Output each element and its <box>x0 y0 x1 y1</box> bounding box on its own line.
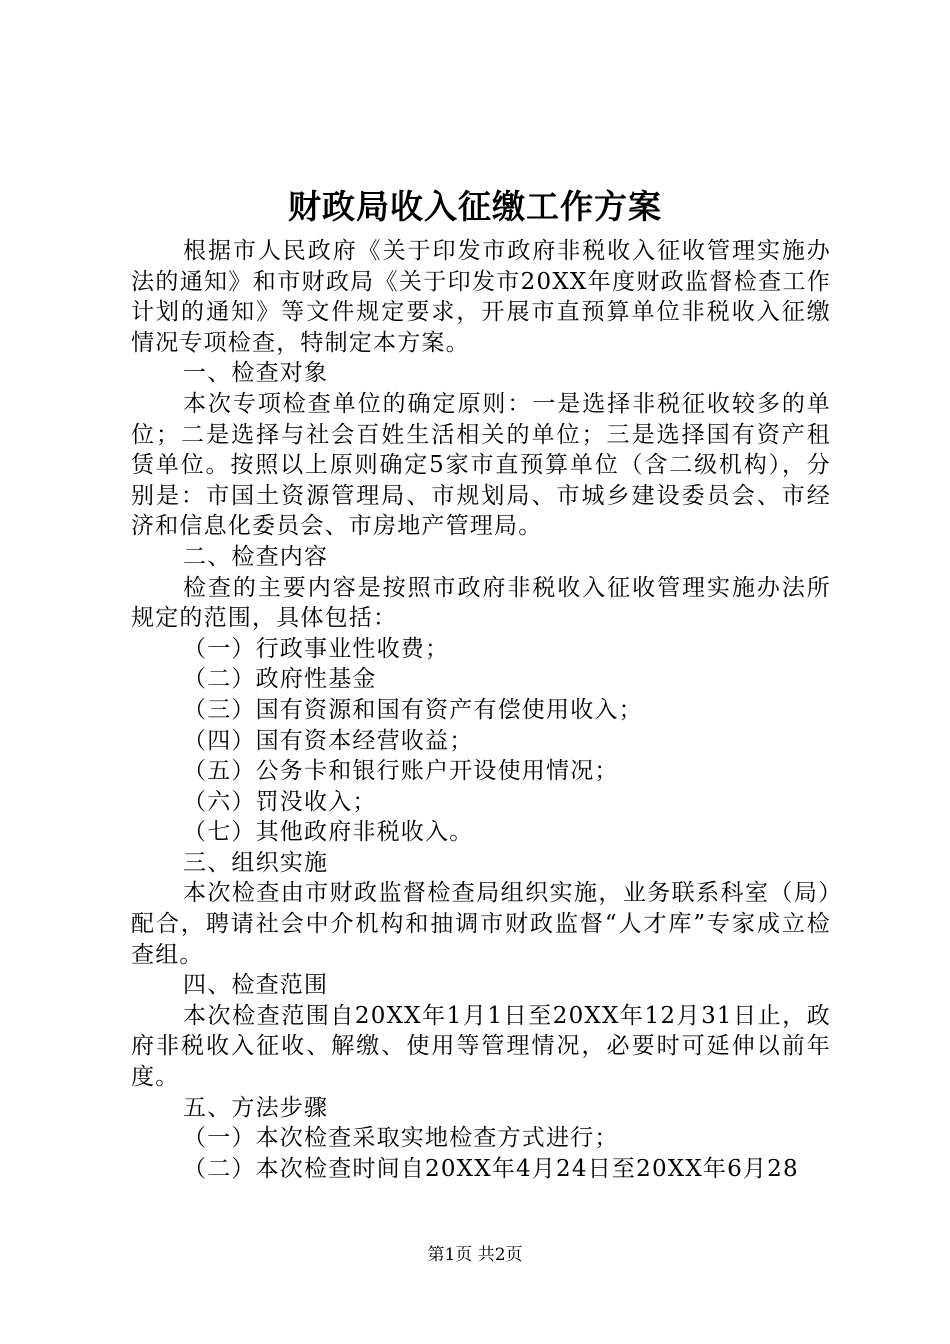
page-number-footer: 第1页 共2页 <box>427 1245 523 1265</box>
list-item: （三）国有资源和国有资产有偿使用收入； <box>183 696 643 723</box>
document-body <box>131 236 831 1184</box>
list-item: （四）国有资本经营收益； <box>183 727 474 754</box>
list-item: （二）政府性基金 <box>183 666 377 693</box>
list-item: （二）本次检查时间自20XX年4月24日至20XX年6月28 <box>183 1155 799 1182</box>
document-title: 财政局收入征缴工作方案 <box>288 187 662 226</box>
section-heading-inspection-content: 二、检查内容 <box>183 543 329 570</box>
intro-paragraph: 根据市人民政府《关于印发市政府非税收入征收管理实施办法的通知》和市财政局《关于印发市20XX年度财政监督检查工作计划的通知》等文件规定要求，开展市直预算单位非税收入征缴情况专项检查，特制定本方案。 <box>131 238 831 356</box>
section-heading-inspection-targets: 一、检查对象 <box>183 360 329 387</box>
list-item: （一）本次检查采取实地检查方式进行； <box>183 1125 619 1152</box>
list-item: （六）罚没收入； <box>183 788 377 815</box>
section-text-inspection-targets: 本次专项检查单位的确定原则：一是选择非税征收较多的单位；二是选择与社会百姓生活相关的单位；三是选择国有资产租赁单位。按照以上原则确定5家市直预算单位（含二级机构），分别是：市国土资源管理局、市规划局、市城乡建设委员会、市经济和信息化委员会、市房地产管理局。 <box>131 390 831 540</box>
list-item: （一）行政事业性收费； <box>183 635 450 662</box>
section-text-inspection-content: 检查的主要内容是按照市政府非税收入征收管理实施办法所规定的范围，具体包括： <box>131 574 831 632</box>
list-item: （五）公务卡和银行账户开设使用情况； <box>183 758 619 785</box>
list-item: （七）其他政府非税收入。 <box>183 819 474 846</box>
section-heading-scope: 四、检查范围 <box>183 972 329 999</box>
section-text-scope: 本次检查范围自20XX年1月1日至20XX年12月31日止，政府非税收入征收、解缴、使用等管理情况，必要时可延伸以前年度。 <box>131 1002 831 1091</box>
section-heading-methods: 五、方法步骤 <box>183 1094 329 1121</box>
section-text-organization: 本次检查由市财政监督检查局组织实施，业务联系科室（局）配合，聘请社会中介机构和抽调市财政监督“人才库”专家成立检查组。 <box>131 880 831 968</box>
section-heading-organization: 三、组织实施 <box>183 849 329 876</box>
